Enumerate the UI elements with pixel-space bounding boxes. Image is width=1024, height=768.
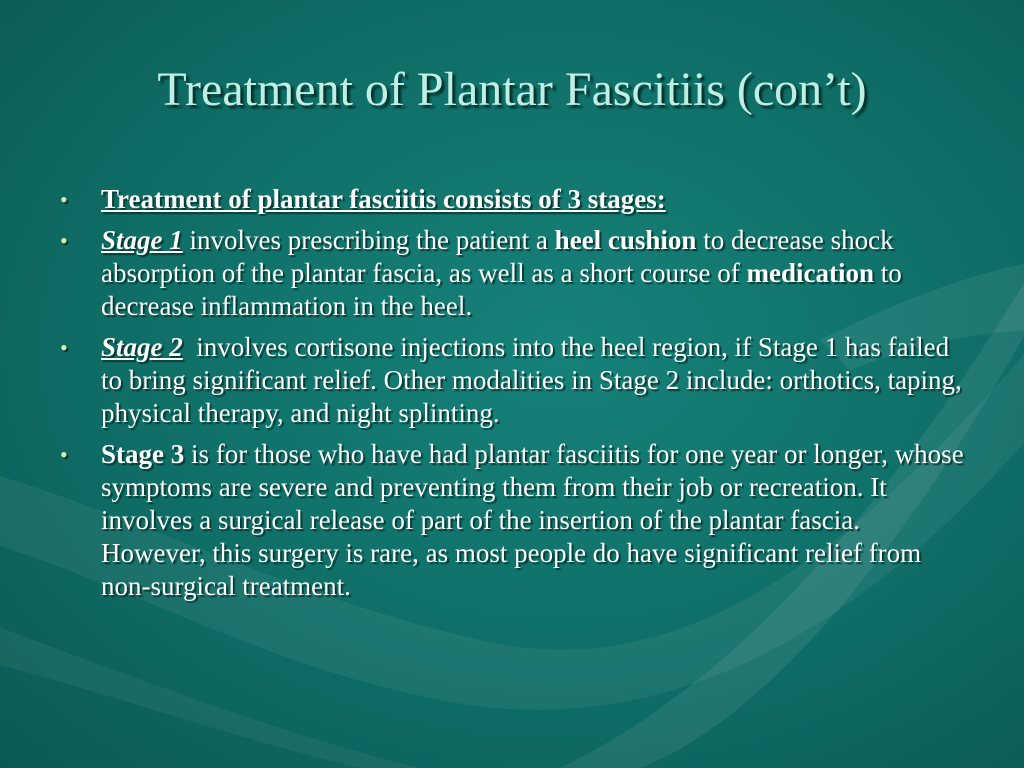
bullet-item-stage-2 [58,331,968,430]
stage-1-text-a: involves prescribing the patient a [182,225,555,255]
bullet-icon: • [60,442,68,467]
stage-2-label: Stage 2 [101,332,183,362]
stage-1-text-b: to decrease shock absorption of the plantar fascia, as well as a short course of [101,225,894,288]
bullet-list [58,183,968,611]
stage-3-label: Stage 3 [101,439,185,469]
bullet-icon: • [60,228,68,253]
stage-1-bold-a: heel cushion [554,225,697,255]
bullet-icon: • [60,335,68,360]
bullet-item-intro [58,183,968,216]
stage-1-text-c: to decrease inflammation in the heel. [101,258,902,321]
bullet-item-stage-3 [58,438,968,603]
stage-2-text: involves cortisone injections into the heel region, if Stage 1 has failed to bring significant relief. Other modalities in Stage 2 include: orthotics, taping, physical therapy, and night splinting. [101,332,969,428]
stage-1-label: Stage 1 [101,225,183,255]
stage-1-bold-b: medication [746,258,875,288]
bullet-item-stage-1 [58,224,968,323]
stage-3-text: is for those who have had plantar fasciitis for one year or longer, whose symptoms are severe and preventing them from their job or recreation. It involves a surgical release of part of the insertion of the plantar fascia. However, this surgery is rare, as most people do have significant relief from non-surgical treatment. [101,439,964,601]
intro-text: Treatment of plantar fasciitis consists of 3 stages: [101,184,666,214]
bullet-icon: • [60,187,68,212]
slide-title: Treatment of Plantar Fascitiis (con’t) [157,63,867,116]
